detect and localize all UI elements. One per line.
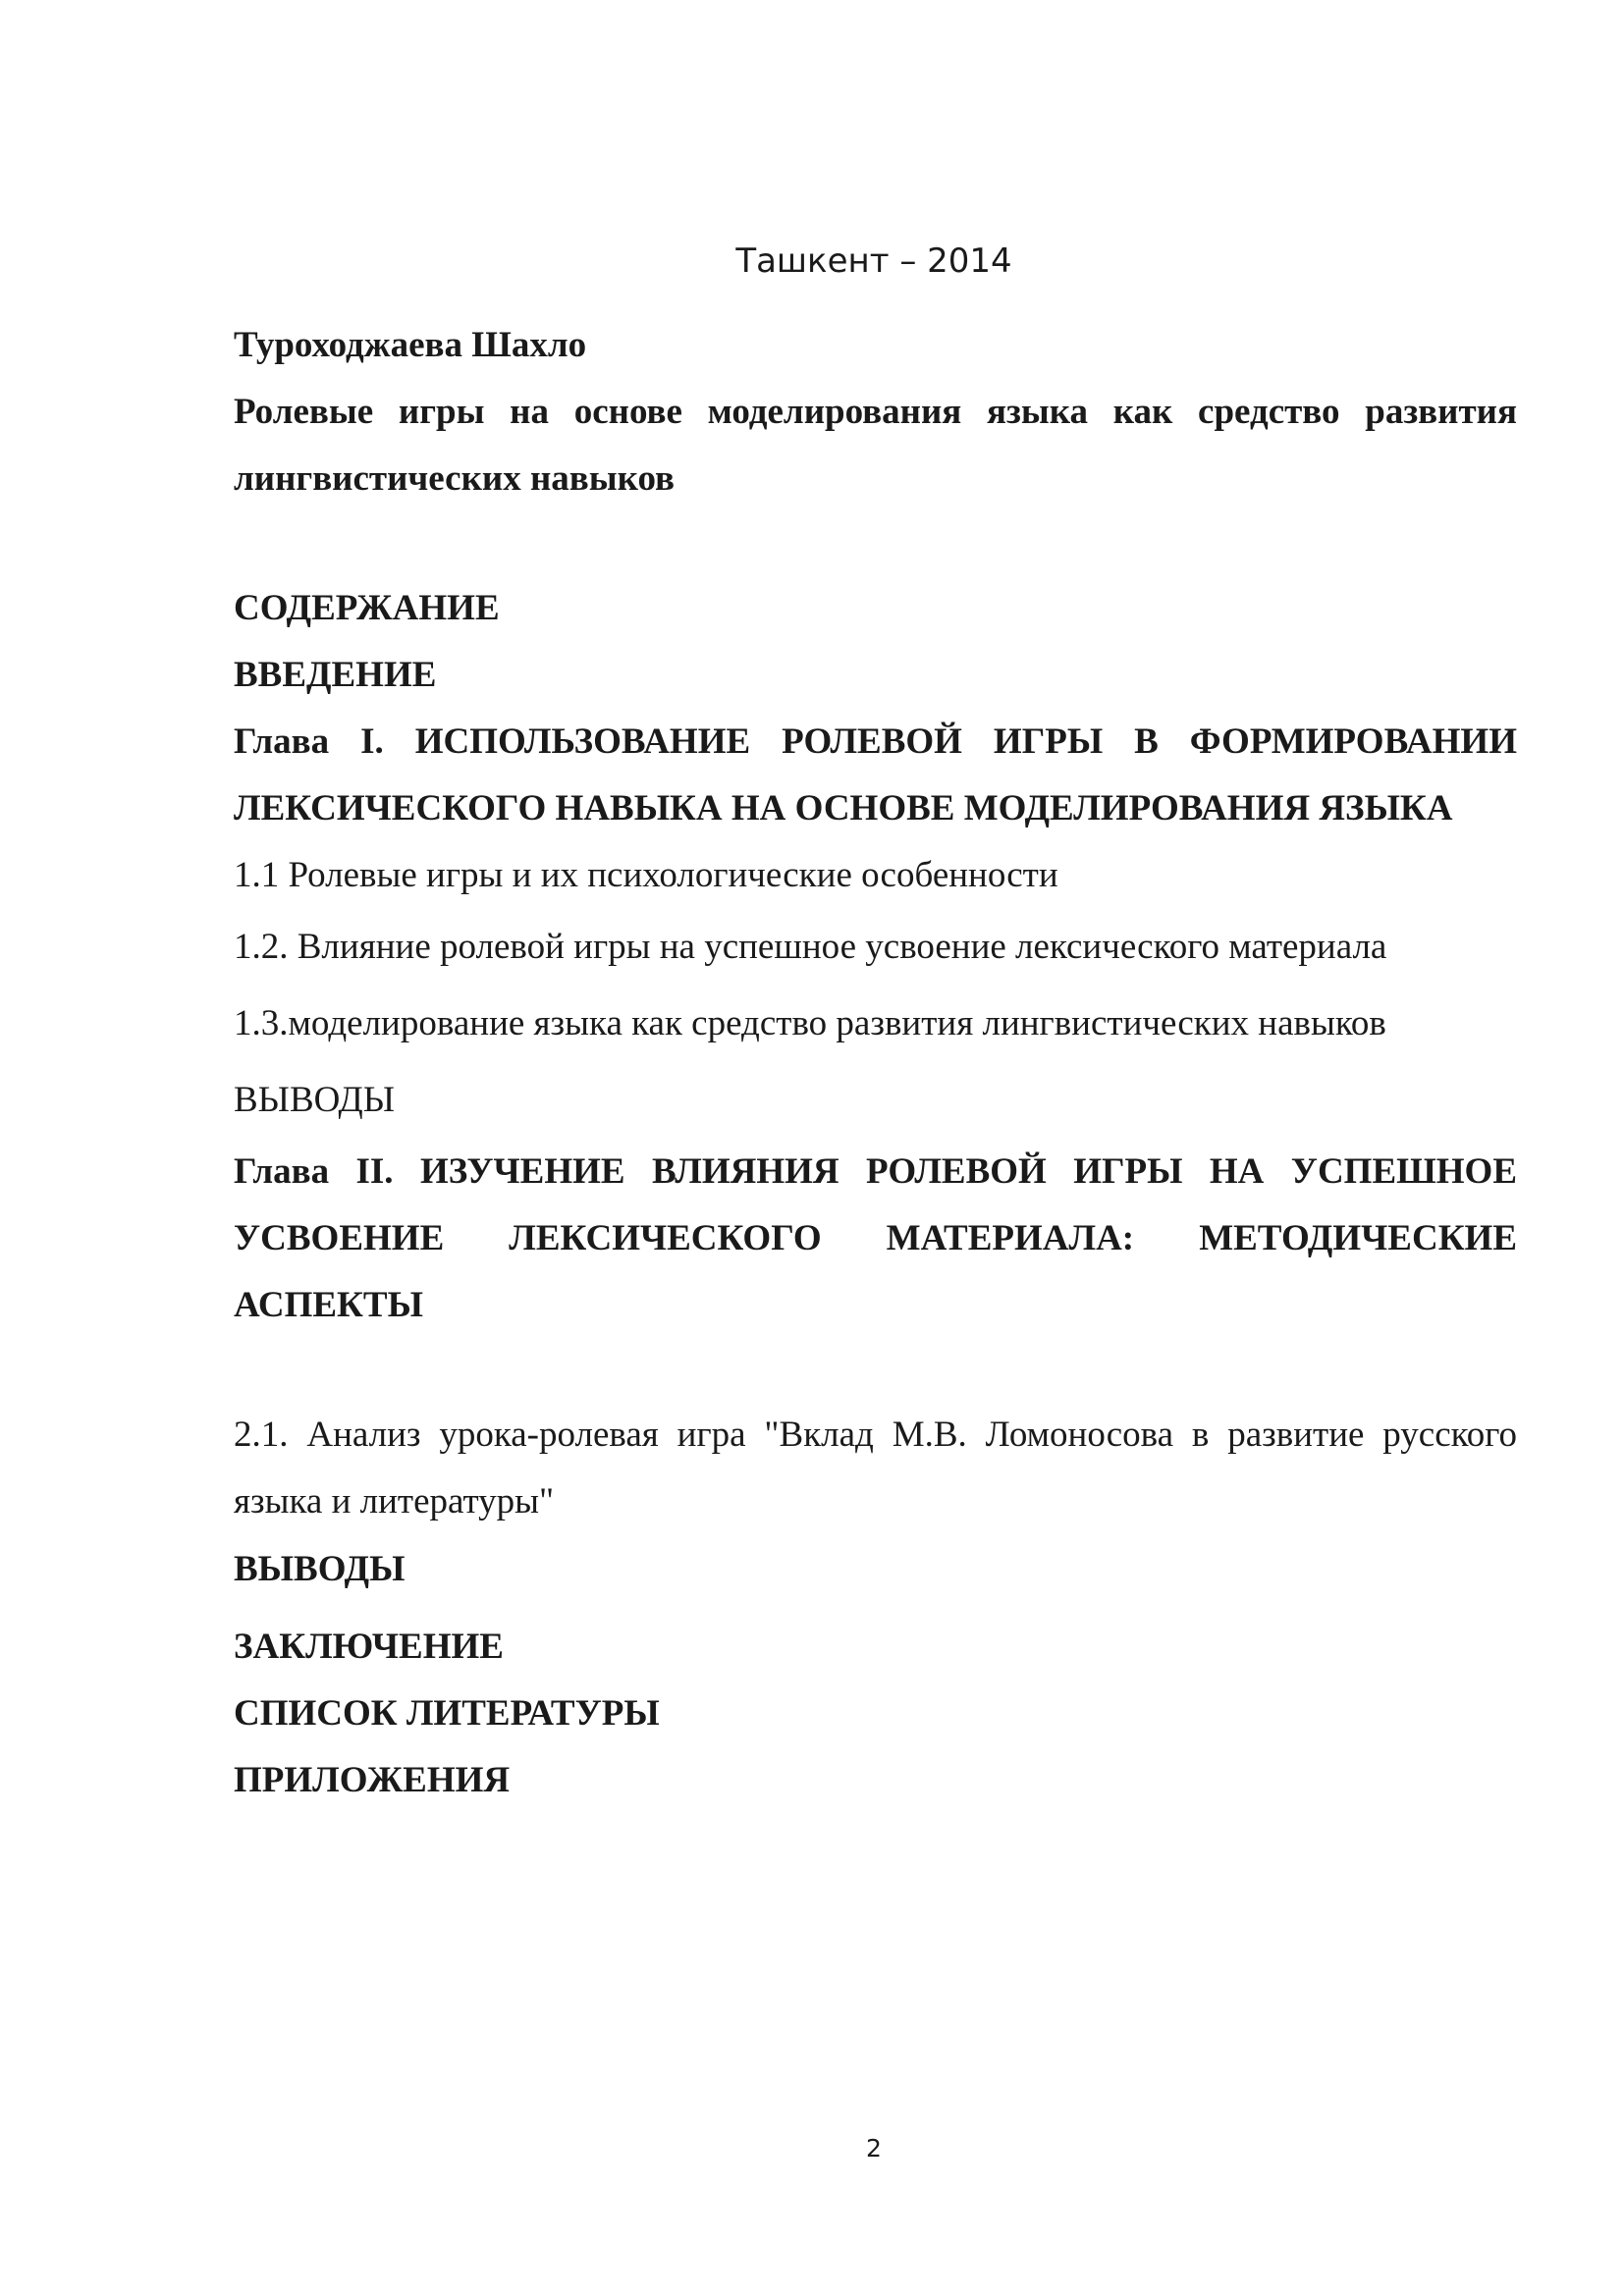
author-name: Туроходжаева Шахло bbox=[234, 325, 587, 365]
document-body bbox=[234, 312, 1517, 1814]
toc-heading: СОДЕРЖАНИЕ bbox=[234, 588, 500, 628]
toc-appendices: ПРИЛОЖЕНИЯ bbox=[234, 1760, 511, 1800]
toc-section-1-1: 1.1 Ролевые игры и их психологические особенности bbox=[234, 855, 1058, 895]
toc-chapter-2-conclusions: ВЫВОДЫ bbox=[234, 1549, 406, 1589]
toc-introduction: ВВЕДЕНИЕ bbox=[234, 655, 437, 695]
toc-chapter-1-title: Глава I. ИСПОЛЬЗОВАНИЕ РОЛЕВОЙ ИГРЫ В ФОРМИРОВАНИИ ЛЕКСИЧЕСКОГО НАВЫКА НА ОСНОВЕ МОДЕЛИРОВАНИЯ ЯЗЫКА bbox=[234, 721, 1517, 828]
city-year: Ташкент – 2014 bbox=[735, 241, 1012, 281]
toc-conclusion: ЗАКЛЮЧЕНИЕ bbox=[234, 1627, 504, 1667]
toc-chapter-1-conclusions: ВЫВОДЫ bbox=[234, 1080, 396, 1120]
toc-section-1-2: 1.2. Влияние ролевой игры на успешное усвоение лексического материала bbox=[234, 927, 1387, 967]
toc-section-1-3: 1.3.моделирование языка как средство развития лингвистических навыков bbox=[234, 1003, 1386, 1043]
toc-chapter-2-title: Глава II. ИЗУЧЕНИЕ ВЛИЯНИЯ РОЛЕВОЙ ИГРЫ НА УСПЕШНОЕ УСВОЕНИЕ ЛЕКСИЧЕСКОГО МАТЕРИАЛА: МЕТОДИЧЕСКИЕ АСПЕКТЫ bbox=[234, 1151, 1517, 1325]
document-title: Ролевые игры на основе моделирования языка как средство развития лингвистических навыков bbox=[234, 392, 1517, 499]
page-number: 2 bbox=[866, 2134, 882, 2163]
toc-section-2-1: 2.1. Анализ урока-ролевая игра "Вклад М.В. Ломоносова в развитие русского языка и литературы" bbox=[234, 1415, 1517, 1522]
toc-bibliography: СПИСОК ЛИТЕРАТУРЫ bbox=[234, 1693, 660, 1734]
